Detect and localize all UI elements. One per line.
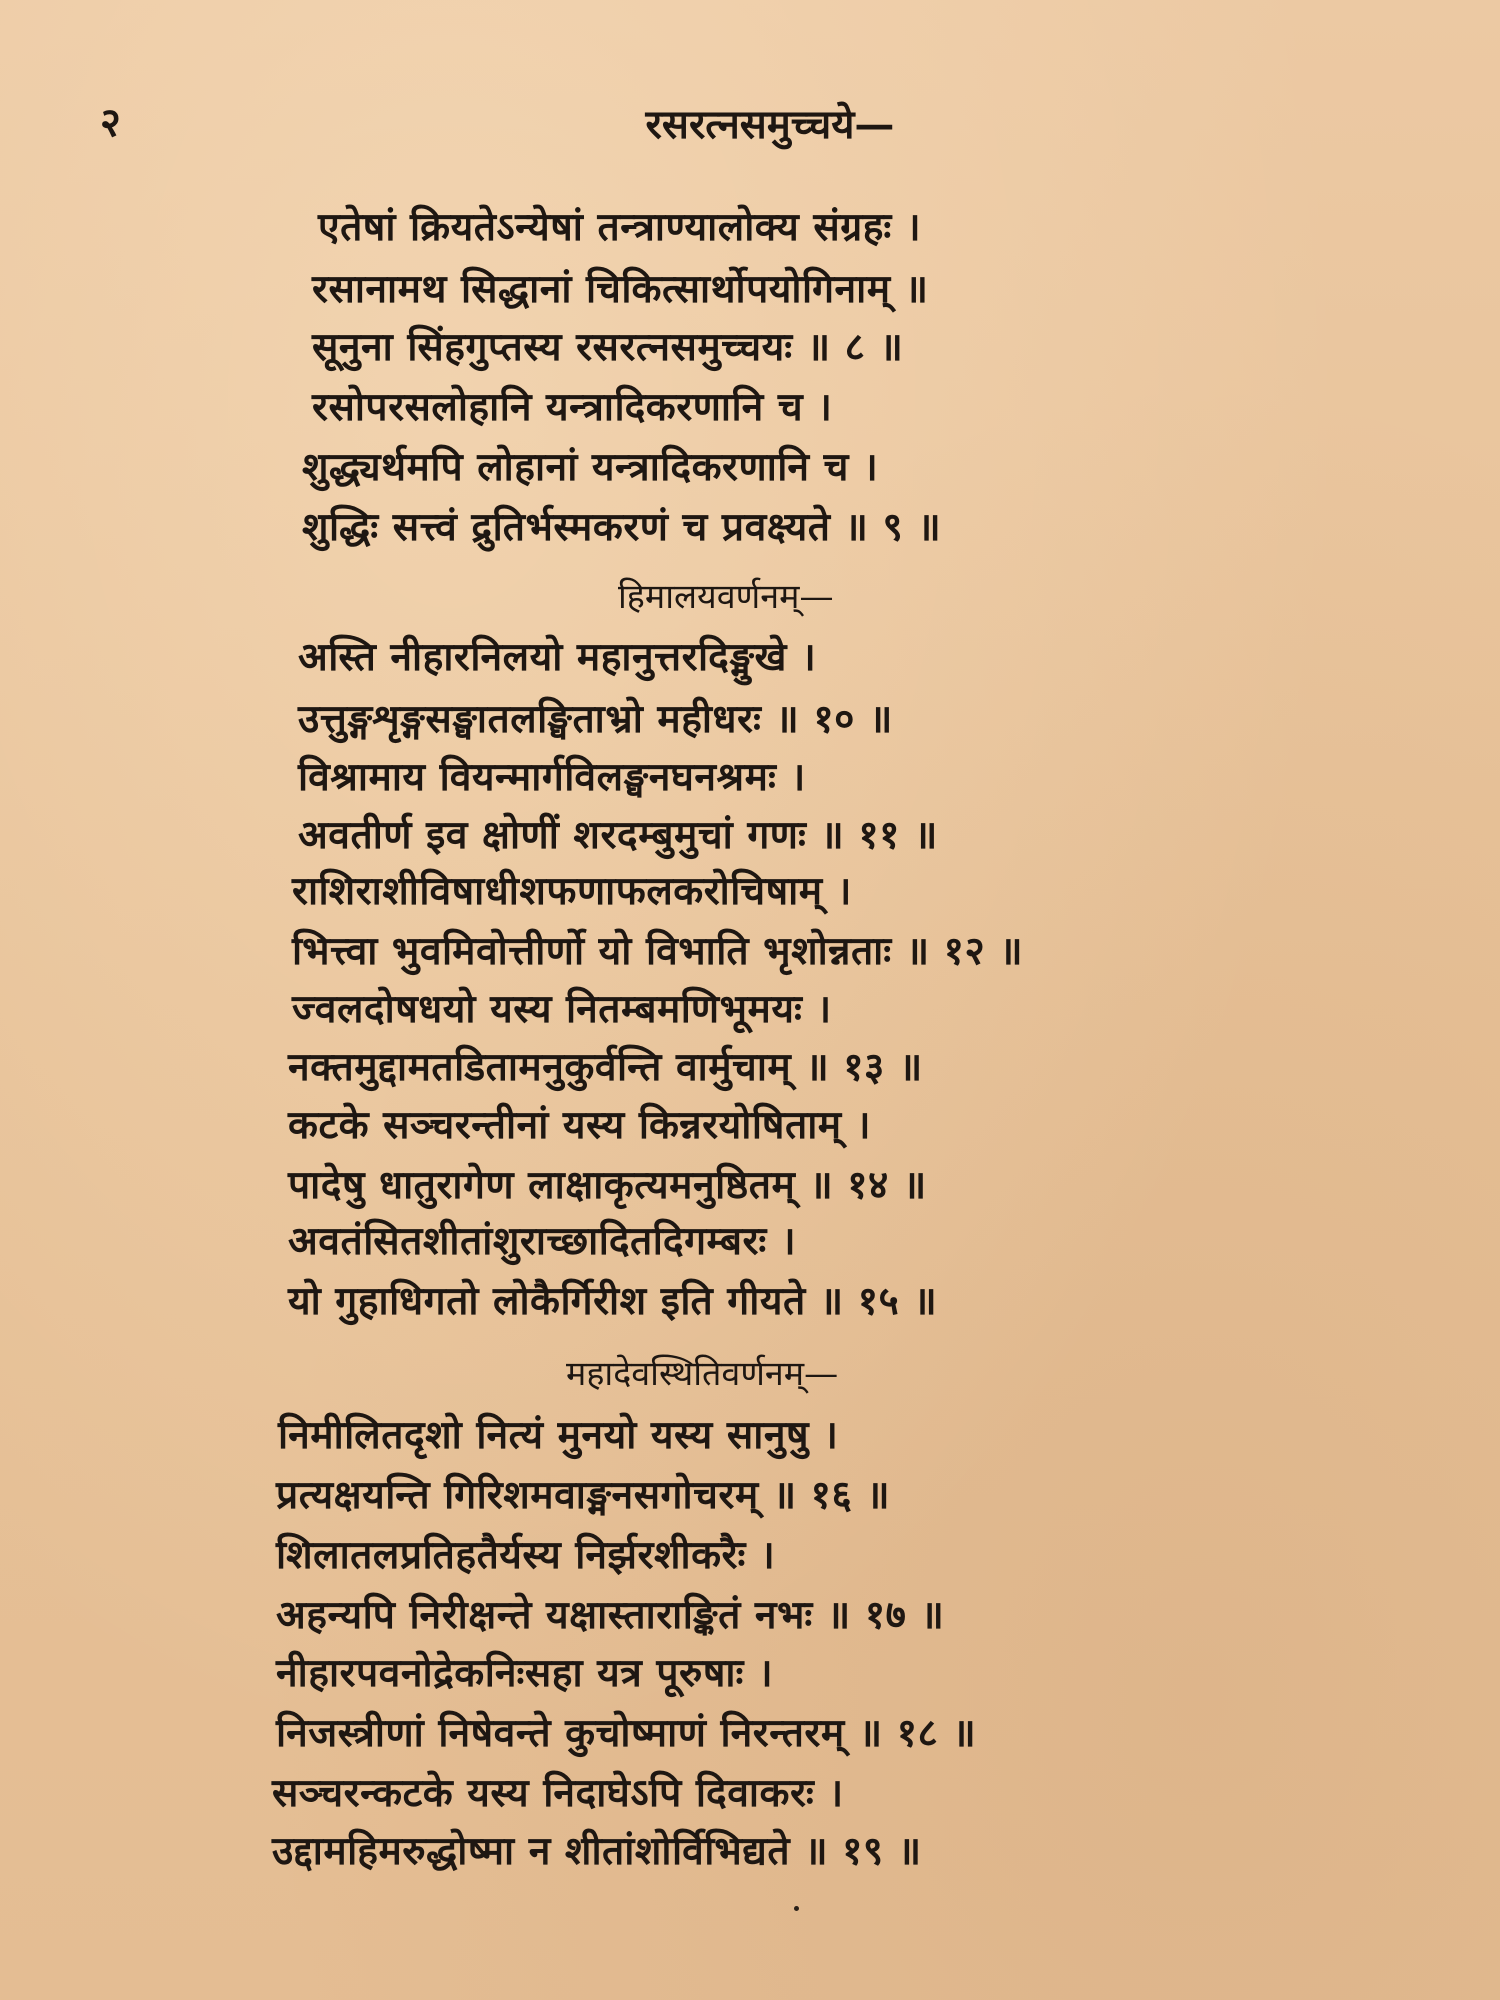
verse-line: भित्त्वा भुवमिवोत्तीर्णो यो विभाति भृशोन्नताः ॥ १२ ॥ xyxy=(292,928,1024,974)
section-heading-himalaya: हिमालयवर्णनम्— xyxy=(618,577,834,617)
verse-line: अवतीर्ण इव क्षोणीं शरदम्बुमुचां गणः ॥ ११ ॥ xyxy=(298,812,938,858)
verse-line: निजस्त्रीणां निषेवन्ते कुचोष्माणं निरन्तरम् ॥ १८ ॥ xyxy=(276,1710,977,1756)
verse-line: शुद्ध्यर्थमपि लोहानां यन्त्रादिकरणानि च । xyxy=(302,444,879,490)
verse-line: अस्ति नीहारनिलयो महानुत्तरदिङ्मुखे । xyxy=(298,634,817,680)
verse-line: रसोपरसलोहानि यन्त्रादिकरणानि च । xyxy=(312,384,833,430)
page-number: २ xyxy=(100,99,121,146)
verse-line: प्रत्यक्षयन्ति गिरिशमवाङ्मनसगोचरम् ॥ १६ ॥ xyxy=(276,1472,891,1518)
verse-line: निमीलितदृशो नित्यं मुनयो यस्य सानुषु । xyxy=(278,1412,839,1458)
verse-line: उत्तुङ्गशृङ्गसङ्घातलङ्घिताभ्रो महीधरः ॥ १० ॥ xyxy=(298,696,893,742)
verse-line: एतेषां क्रियतेऽन्येषां तन्त्राण्यालोक्य संग्रहः । xyxy=(318,204,922,250)
verse-line: उद्दामहिमरुद्धोष्मा न शीतांशोर्विभिद्यते ॥ १९ ॥ xyxy=(272,1828,922,1874)
print-speck xyxy=(794,1906,799,1911)
verse-line: यो गुहाधिगतो लोकैर्गिरीश इति गीयते ॥ १५ ॥ xyxy=(288,1278,938,1324)
running-head: रसरत्नसमुच्चये— xyxy=(645,101,895,148)
verse-line: कटके सञ्चरन्तीनां यस्य किन्नरयोषिताम् । xyxy=(288,1102,871,1148)
verse-line: अवतंसितशीतांशुराच्छादितदिगम्बरः । xyxy=(288,1218,797,1264)
verse-line: राशिराशीविषाधीशफणाफलकरोचिषाम् । xyxy=(292,868,852,914)
verse-line: पादेषु धातुरागेण लाक्षाकृत्यमनुष्ठितम् ॥ १४ ॥ xyxy=(288,1162,927,1208)
verse-line: शुद्धिः सत्त्वं द्रुतिर्भस्मकरणं च प्रवक्ष्यते ॥ ९ ॥ xyxy=(302,504,942,550)
verse-line: नक्तमुद्दामतडितामनुकुर्वन्ति वार्मुचाम् ॥ १३ ॥ xyxy=(288,1044,923,1090)
verse-line: रसानामथ सिद्धानां चिकित्सार्थोपयोगिनाम् ॥ xyxy=(312,266,929,312)
verse-line: शिलातलप्रतिहतैर्यस्य निर्झरशीकरैः । xyxy=(276,1532,776,1578)
section-heading-mahadeva: महादेवस्थितिवर्णनम्— xyxy=(566,1354,839,1394)
verse-line: अहन्यपि निरीक्षन्ते यक्षास्ताराङ्कितं नभः ॥ १७ ॥ xyxy=(276,1592,945,1638)
verse-line: ज्वलदोषधयो यस्य नितम्बमणिभूमयः । xyxy=(292,986,832,1032)
verse-line: विश्रामाय वियन्मार्गविलङ्घनघनश्रमः । xyxy=(298,754,806,800)
verse-line: सञ्चरन्कटके यस्य निदाघेऽपि दिवाकरः । xyxy=(272,1770,844,1816)
verse-line: सूनुना सिंहगुप्तस्य रसरत्नसमुच्चयः ॥ ८ ॥ xyxy=(312,324,904,370)
verse-line: नीहारपवनोद्रेकनिःसहा यत्र पूरुषाः । xyxy=(276,1650,774,1696)
